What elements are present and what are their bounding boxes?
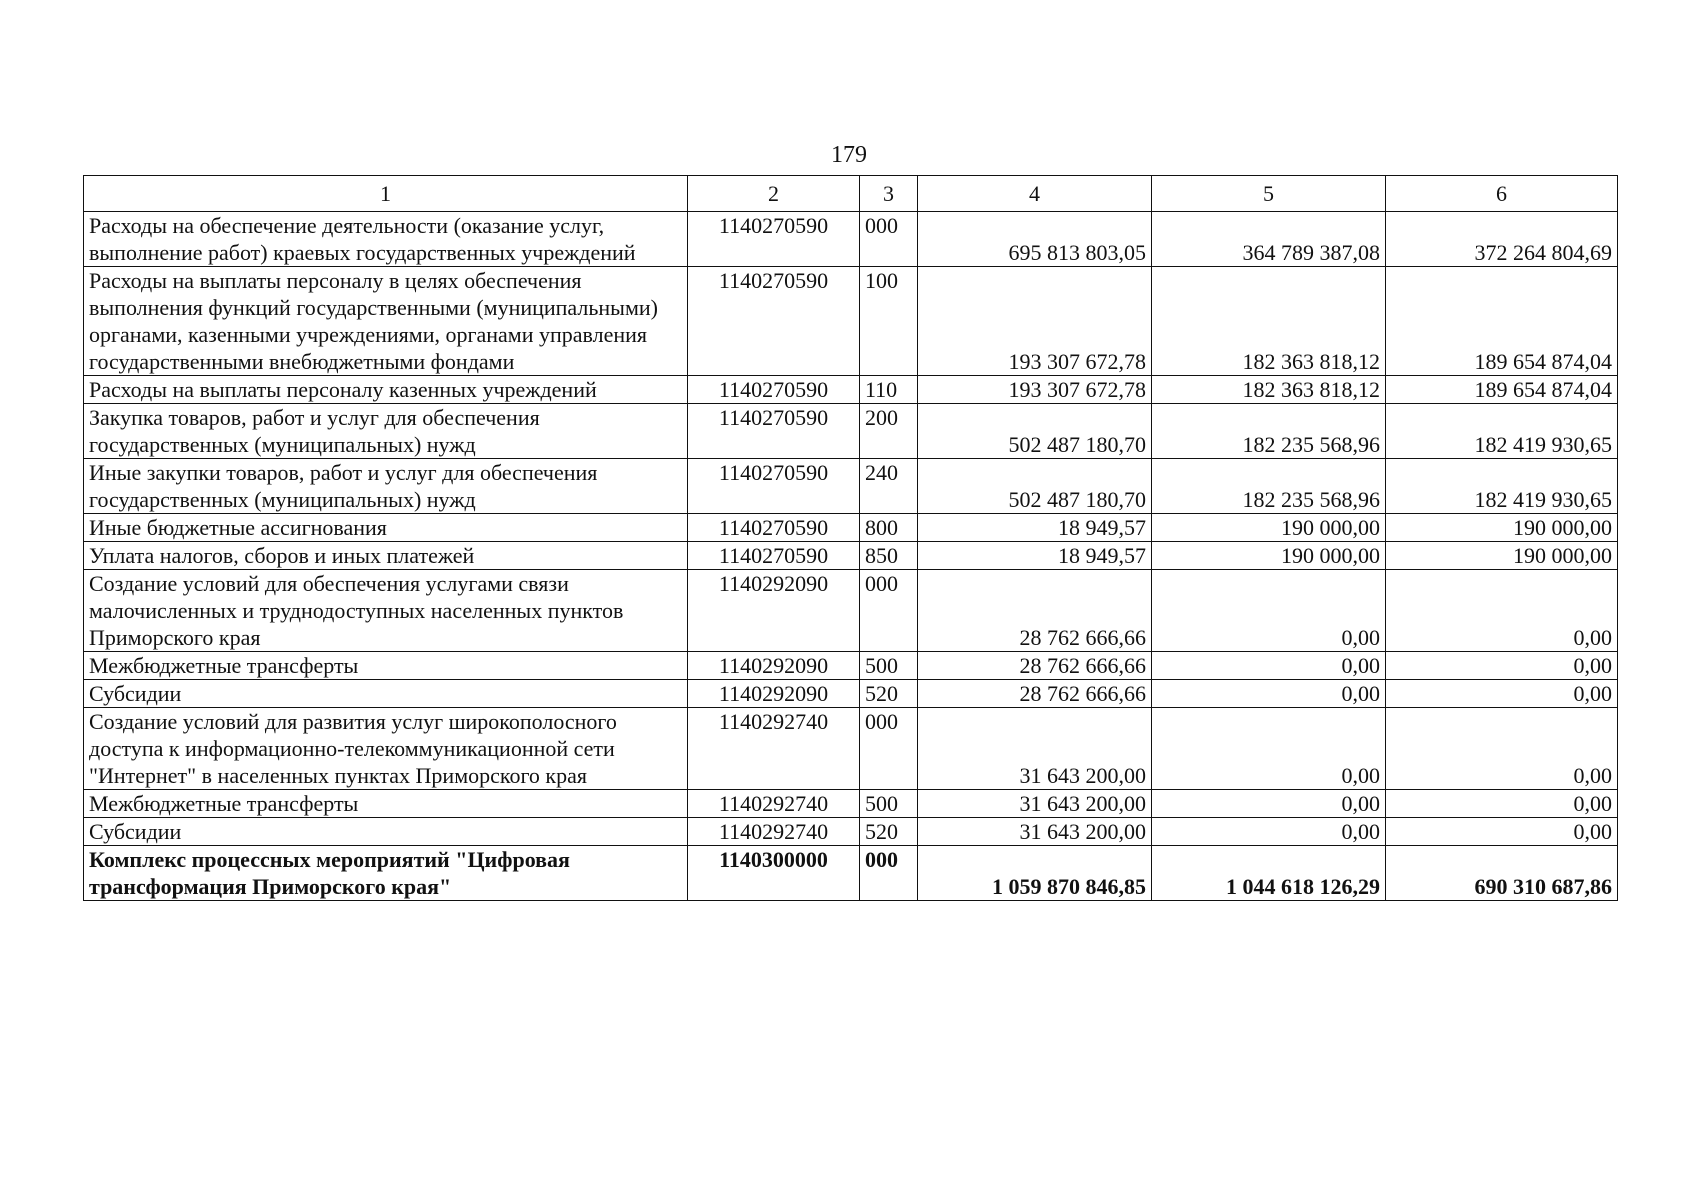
row-value-col5-cell: 364 789 387,08 [1152,212,1386,267]
row-code-cell: 1140292090 [688,680,860,708]
table-body [84,212,1618,901]
table-row [84,790,1618,818]
row-value-col5-cell: 182 363 818,12 [1152,376,1386,404]
table-row [84,514,1618,542]
row-name-cell: Субсидии [84,680,688,708]
row-value-col4-cell: 1 059 870 846,85 [918,846,1152,901]
header-row [84,176,1618,212]
row-value-col6-cell: 182 419 930,65 [1386,404,1618,459]
row-value-col4-cell: 18 949,57 [918,542,1152,570]
table-row [84,652,1618,680]
row-value-col6-cell: 190 000,00 [1386,514,1618,542]
row-expense-type-cell: 850 [860,542,918,570]
row-value-col4-cell: 193 307 672,78 [918,376,1152,404]
table-row [84,267,1618,376]
row-code-cell: 1140270590 [688,514,860,542]
row-expense-type-cell: 240 [860,459,918,514]
row-value-col6-cell: 372 264 804,69 [1386,212,1618,267]
row-value-col4-cell: 502 487 180,70 [918,459,1152,514]
row-value-col6-cell: 190 000,00 [1386,542,1618,570]
table-row [84,376,1618,404]
row-name-cell: Комплекс процессных мероприятий "Цифровая трансформация Приморского края" [84,846,688,901]
row-expense-type-cell: 000 [860,846,918,901]
table-row [84,570,1618,652]
row-value-col6-cell: 0,00 [1386,708,1618,790]
row-value-col4-cell: 31 643 200,00 [918,818,1152,846]
column-header: 3 [860,176,918,212]
row-name-cell: Субсидии [84,818,688,846]
row-value-col5-cell: 190 000,00 [1152,514,1386,542]
table-row [84,459,1618,514]
row-code-cell: 1140270590 [688,267,860,376]
row-code-cell: 1140270590 [688,212,860,267]
row-value-col5-cell: 182 363 818,12 [1152,267,1386,376]
row-expense-type-cell: 000 [860,570,918,652]
row-value-col4-cell: 31 643 200,00 [918,708,1152,790]
row-expense-type-cell: 110 [860,376,918,404]
table-row [84,680,1618,708]
row-value-col4-cell: 193 307 672,78 [918,267,1152,376]
row-value-col5-cell: 0,00 [1152,708,1386,790]
row-code-cell: 1140292740 [688,818,860,846]
column-header: 5 [1152,176,1386,212]
column-header: 4 [918,176,1152,212]
column-header: 1 [84,176,688,212]
row-name-cell: Расходы на обеспечение деятельности (оказание услуг, выполнение работ) краевых государственных учреждений [84,212,688,267]
row-expense-type-cell: 800 [860,514,918,542]
column-header: 2 [688,176,860,212]
row-code-cell: 1140270590 [688,542,860,570]
row-value-col6-cell: 0,00 [1386,790,1618,818]
row-expense-type-cell: 200 [860,404,918,459]
page-number: 179 [831,142,867,168]
table-header [84,176,1618,212]
table-row [84,846,1618,901]
row-value-col4-cell: 695 813 803,05 [918,212,1152,267]
row-value-col5-cell: 182 235 568,96 [1152,404,1386,459]
row-value-col5-cell: 182 235 568,96 [1152,459,1386,514]
row-expense-type-cell: 000 [860,708,918,790]
row-value-col4-cell: 502 487 180,70 [918,404,1152,459]
row-code-cell: 1140292090 [688,652,860,680]
row-value-col4-cell: 18 949,57 [918,514,1152,542]
row-value-col5-cell: 190 000,00 [1152,542,1386,570]
row-value-col5-cell: 0,00 [1152,680,1386,708]
row-value-col5-cell: 0,00 [1152,790,1386,818]
row-name-cell: Расходы на выплаты персоналу в целях обеспечения выполнения функций государственными (муниципальными) органами, казенными учреждениями, органами управления государственными внебюджетными фондами [84,267,688,376]
row-expense-type-cell: 500 [860,652,918,680]
row-value-col4-cell: 28 762 666,66 [918,680,1152,708]
row-name-cell: Иные закупки товаров, работ и услуг для обеспечения государственных (муниципальных) нужд [84,459,688,514]
row-value-col6-cell: 0,00 [1386,680,1618,708]
row-code-cell: 1140270590 [688,376,860,404]
table-row [84,708,1618,790]
row-value-col5-cell: 0,00 [1152,818,1386,846]
row-name-cell: Создание условий для обеспечения услугами связи малочисленных и труднодоступных населенных пунктов Приморского края [84,570,688,652]
row-name-cell: Межбюджетные трансферты [84,652,688,680]
row-name-cell: Иные бюджетные ассигнования [84,514,688,542]
row-code-cell: 1140270590 [688,404,860,459]
row-value-col6-cell: 690 310 687,86 [1386,846,1618,901]
row-value-col4-cell: 31 643 200,00 [918,790,1152,818]
row-value-col6-cell: 0,00 [1386,818,1618,846]
row-value-col5-cell: 0,00 [1152,652,1386,680]
row-name-cell: Закупка товаров, работ и услуг для обеспечения государственных (муниципальных) нужд [84,404,688,459]
row-value-col5-cell: 1 044 618 126,29 [1152,846,1386,901]
row-value-col6-cell: 0,00 [1386,652,1618,680]
table-row [84,542,1618,570]
row-name-cell: Уплата налогов, сборов и иных платежей [84,542,688,570]
row-name-cell: Расходы на выплаты персоналу казенных учреждений [84,376,688,404]
row-code-cell: 1140292740 [688,790,860,818]
table-row [84,212,1618,267]
row-value-col6-cell: 189 654 874,04 [1386,376,1618,404]
budget-table [83,175,1618,901]
row-code-cell: 1140300000 [688,846,860,901]
row-expense-type-cell: 500 [860,790,918,818]
row-expense-type-cell: 520 [860,680,918,708]
row-value-col6-cell: 0,00 [1386,570,1618,652]
row-code-cell: 1140270590 [688,459,860,514]
row-value-col4-cell: 28 762 666,66 [918,652,1152,680]
row-expense-type-cell: 520 [860,818,918,846]
row-expense-type-cell: 000 [860,212,918,267]
row-value-col6-cell: 182 419 930,65 [1386,459,1618,514]
row-expense-type-cell: 100 [860,267,918,376]
row-code-cell: 1140292740 [688,708,860,790]
row-value-col4-cell: 28 762 666,66 [918,570,1152,652]
row-value-col6-cell: 189 654 874,04 [1386,267,1618,376]
row-name-cell: Межбюджетные трансферты [84,790,688,818]
row-value-col5-cell: 0,00 [1152,570,1386,652]
table-row [84,818,1618,846]
row-name-cell: Создание условий для развития услуг широкополосного доступа к информационно-телекоммуникационной сети "Интернет" в населенных пунктах Приморского края [84,708,688,790]
column-header: 6 [1386,176,1618,212]
table-row [84,404,1618,459]
row-code-cell: 1140292090 [688,570,860,652]
